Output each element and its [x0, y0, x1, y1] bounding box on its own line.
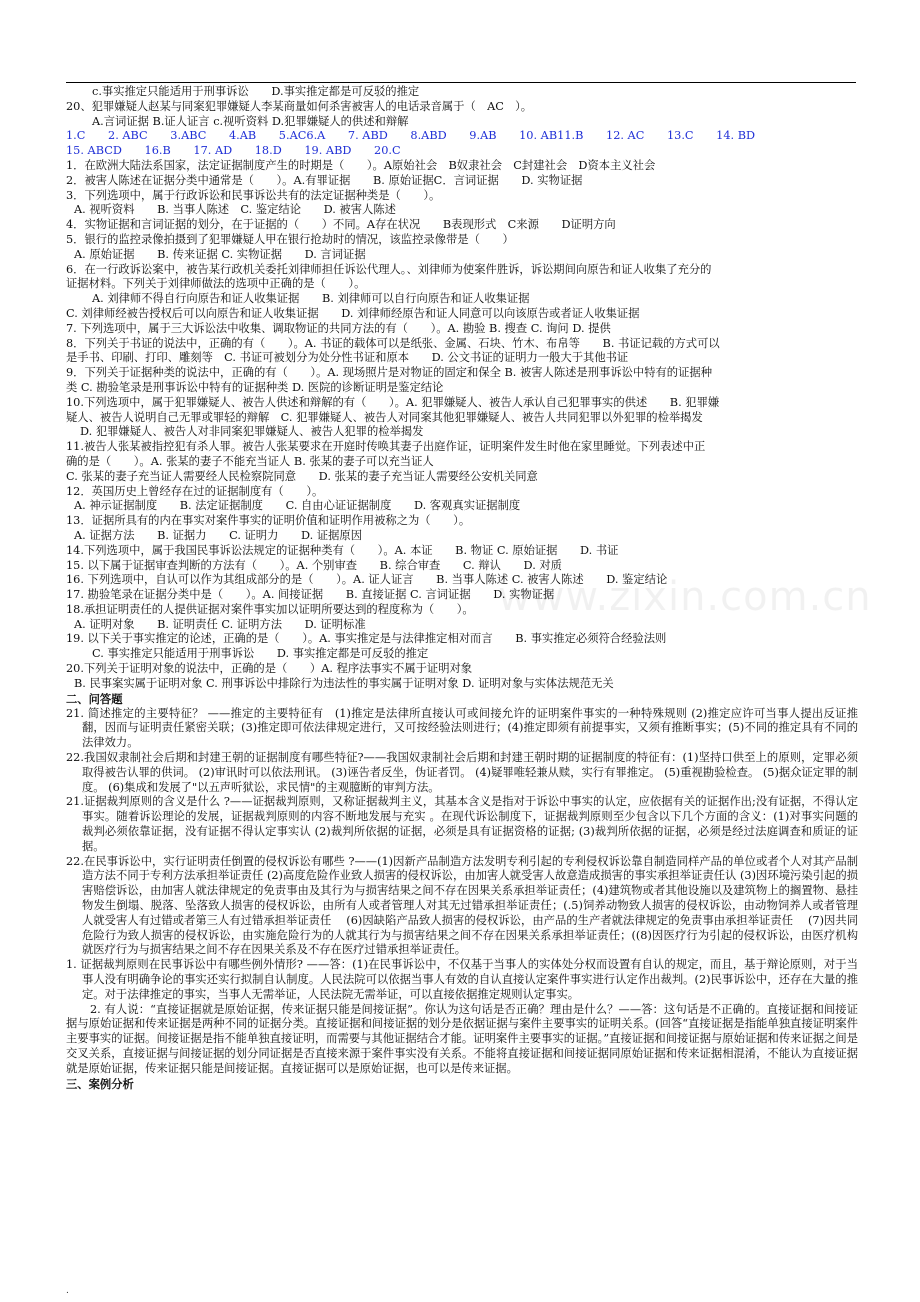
- answer-paragraph-2: 21.证据裁判原则的含义是什么 ?——证据裁判原则，又称证据裁判主义，其基本含义是指对于诉讼中事实的认定，应依据有关的证据作出;没有证据，不得认定事实。随着诉讼理论的发展，证据裁判原则的内容不断地发展与充实 。在现代诉讼制度下，证据裁判原则至少包含以下几个方面的含义：(1)对事实问题的裁判必须依靠证据，没有证据不得认定事实认 (2)裁判所依据的证据，必须是具有证据资格的证据; (3)裁判所依据的证据，必须是经过法庭调查和质证的证据。: [66, 795, 858, 853]
- text-line-3: 1.C 2. ABC 3.ABC 4.AB 5.AC6.A 7. ABD 8.ABD 9.AB 10. AB11.B 12. AC 13.C 14. BD: [66, 129, 756, 143]
- text-line-37: 19. 以下关于事实推定的论述，正确的是（ ）。A. 事实推定是与法律推定相对而言 B. 事实推定必须符合经验法则: [66, 632, 667, 646]
- text-line-36: A. 证明对象 B. 证明责任 C. 证明方法 D. 证明标准: [74, 617, 366, 631]
- text-line-20: 类 C. 勘验笔录是刑事诉讼中特有的证据种类 D. 医院的诊断证明是鉴定结论: [66, 380, 444, 394]
- text-line-6: 2．被害人陈述在证据分类中通常是（ ）。A.有罪证据 B. 原始证据C．言词证据 D. 实物证据: [66, 173, 583, 187]
- text-line-40: B. 民事案实属于证明对象 C. 刑事诉讼中排除行为违法性的事实属于证明对象 D. 证明对象与实体法规范无关: [74, 676, 614, 690]
- text-line-13: 证据材料。下列关于刘律师做法的选项中正确的是（ ）。: [66, 277, 366, 291]
- footer-dot: .: [66, 1286, 69, 1296]
- text-line-30: A. 证据方法 B. 证据力 C. 证明力 D. 证据原因: [74, 528, 363, 542]
- text-line-24: 11.被告人张某被指控犯有杀人罪。被告人张某要求在开庭时传唤其妻子出庭作证，证明案件发生时他在家里睡觉。下列表述中正: [66, 440, 706, 454]
- text-line-27: 12．英国历史上曾经存在过的证据制度有（ ）。: [66, 484, 324, 498]
- section-title-case: 三、案例分析: [66, 1076, 134, 1091]
- text-line-8: A. 视听资料 B. 当事人陈述 C. 鉴定结论 D. 被害人陈述: [74, 203, 396, 217]
- text-line-38: C. 事实推定只能适用于刑事诉讼 D. 事实推定都是可反驳的推定: [92, 647, 429, 661]
- text-line-21: 10.下列选项中，属于犯罪嫌疑人、被告人供述和辩解的有（ ）。A. 犯罪嫌疑人、被告人承认自己犯罪事实的供述 B. 犯罪嫌: [66, 395, 720, 409]
- text-line-19: 9．下列关于证据种类的说法中，正确的有（ ）。A. 现场照片是对物证的固定和保全 B. 被害人陈述是刑事诉讼中特有的证据种: [66, 366, 712, 380]
- text-line-33: 16. 下列选项中，自认可以作为其组成部分的是（ ）。A. 证人证言 B. 当事人陈述 C. 被害人陈述 D. 鉴定结论: [66, 573, 668, 587]
- text-line-26: C. 张某的妻子充当证人需要经人民检察院同意 D. 张某的妻子充当证人需要经公安机关同意: [66, 469, 538, 483]
- text-line-10: 5．银行的监控录像拍摄到了犯罪嫌疑人甲在银行抢劫时的情况，该监控录像带是（ ）: [66, 232, 514, 246]
- text-line-29: 13．证据所具有的内在事实对案件事实的证明价值和证明作用被称之为（ ）。: [66, 514, 471, 528]
- text-line-4: 15. ABCD 16.B 17. AD 18.D 19. ABD 20.C: [66, 144, 401, 158]
- text-line-12: 6．在一行政诉讼案中，被告某行政机关委托刘律师担任诉讼代理人。、刘律师为使案件胜诉，诉讼期间向原告和证人收集了充分的: [66, 262, 712, 276]
- text-line-11: A. 原始证据 B. 传来证据 C. 实物证据 D. 言词证据: [74, 247, 366, 261]
- text-line-14: A. 刘律师不得自行向原告和证人收集证据 B. 刘律师可以自行向原告和证人收集证据: [92, 292, 530, 306]
- text-line-17: 8．下列关于书证的说法中，正确的有（ ）。A. 书证的载体可以是纸张、金属、石块、竹木、布帛等 B. 书证记载的方式可以: [66, 336, 720, 350]
- text-line-2: A.言词证据 B.证人证言 c.视听资料 D.犯罪嫌疑人的供述和辩解: [92, 114, 409, 128]
- text-line-31: 14.下列选项中，属于我国民事诉讼法规定的证据种类有（ ）。A. 本证 B. 物证 C. 原始证据 D. 书证: [66, 543, 619, 557]
- text-line-16: 7. 下列选项中，属于三大诉讼法中收集、调取物证的共同方法的有（ ）。A. 勘验 B. 搜查 C. 询问 D. 提供: [66, 321, 611, 335]
- text-line-25: 确的是（ ）。A. 张某的妻子不能充当证人 B. 张某的妻子可以充当证人: [66, 454, 434, 468]
- section-title-qa: 二、问答题: [66, 691, 123, 706]
- text-line-5: 1．在欧洲大陆法系国家，法定证据制度产生的时期是（ ）。A原始社会 B奴隶社会 C封建社会 D资本主义社会: [66, 158, 656, 172]
- text-line-35: 18.承担证明责任的人提供证据对案件事实加以证明所要达到的程度称为（ ）。: [66, 602, 474, 616]
- answer-paragraph-1: 22.我国奴隶制社会后期和封建王朝的证据制度有哪些特征?——我国奴隶制社会后期和封建王朝时期的证据制度的特征有：(1)坚持口供至上的原则，定罪必须取得被告认罪的供词。 (2)审讯时可以依法刑讯。 (3)诬告者反坐，伪证者罚。 (4)疑罪唯轻兼从赎，实行有罪推定。 (5)重视勘验检查。 (5)据众证定罪的制度。 (6)集成和发展了"以五声听狱讼，求民情"的主观臆断的审判方法。: [66, 751, 858, 794]
- text-line-7: 3．下列选项中，属于行政诉讼和民事诉讼共有的法定证据种类是（ ）。: [66, 188, 441, 202]
- header-rule: [66, 82, 856, 83]
- text-line-34: 17. 勘验笔录在证据分类中是（ ）。A. 间接证据 B. 直接证据 C. 言词证据 D. 实物证据: [66, 588, 555, 602]
- text-line-0: c.事实推定只能适用于刑事诉讼 D.事实推定都是可反驳的推定: [92, 85, 420, 98]
- text-line-23: D. 犯罪嫌疑人、被告人对非同案犯罪嫌疑人、被告人犯罪的检举揭发: [80, 425, 424, 439]
- text-line-22: 疑人、被告人说明自己无罪或罪轻的辩解 C. 犯罪嫌疑人、被告人对同案其他犯罪嫌疑人、被告人共同犯罪以外犯罪的检举揭发: [66, 410, 703, 424]
- text-line-1: 20、犯罪嫌疑人赵某与同案犯罪嫌疑人李某商量如何杀害被害人的电话录音属于（ AC ）。: [66, 99, 533, 113]
- text-line-15: C. 刘律师经被告授权后可以向原告和证人收集证据 D. 刘律师经原告和证人同意可以向该原告或者证人收集证据: [66, 306, 640, 320]
- text-line-9: 4．实物证据和言词证据的划分，在于证据的（ ）不同。A存在状况 B表现形式 C来源 D证明方向: [66, 218, 616, 232]
- text-line-39: 20.下列关于证明对象的说法中，正确的是（ ）A. 程序法事实不属于证明对象: [66, 662, 473, 676]
- text-line-32: 15. 以下属于证据审查判断的方法有（ ）。A. 个别审查 B. 综合审查 C. 辩认 D. 对质: [66, 558, 562, 572]
- qa-section: [66, 707, 858, 1077]
- answer-paragraph-4: 1. 证据裁判原则在民事诉讼中有哪些例外情形? ——答：(1)在民事诉讼中，不仅基于当事人的实体处分权而设置有自认的规定，而且，基于辩论原则，对于当事人没有明确争论的事实还实行拟制自认制度。人民法院可以依据当事人有效的自认直接认定案件事实进行认定作出裁判。(2)民事诉讼中，还存在大量的推定。对于法律推定的事实，当事人无需举证，人民法院无需举证，可以直接依据推定规则认定事实。: [66, 958, 858, 1001]
- watermark: www.zixin.com.cn: [498, 574, 872, 620]
- text-line-28: A. 神示证据制度 B. 法定证据制度 C. 自由心证证据制度 D. 客观真实证据制度: [74, 499, 521, 513]
- answer-paragraph-5: 2. 有人说：“直接证据就是原始证据，传来证据只能是间接证据”。你认为这句话是否正确？理由是什么？——答：这句话是不正确的。直接证据和间接证据与原始证据和传来证据是两种不同的证据分类。直接证据和间接证据的划分是依据证据与案件主要事实的证明关系。(回答“直接证据是指能单独直接证明案件主要事实的证据。间接证据是指不能单独直接证明，而需要与其他证据结合才能。证明案件主要事实的证据。”直接证据和间接证据与原始证据和传来证据之间是交叉关系，直接证据与间接证据的划分同证据是否直接来源于案件事实没有关系。不能将直接证据和间接证据同原始证据和传来证据相混淆，不能认为直接证据就是原始证据，传来证据只能是间接证据。直接证据可以是原始证据，也可以是传来证据。: [66, 1002, 858, 1075]
- text-line-18: 是手书、印刷、打印、雕刻等 C. 书证可被划分为处分性书证和原本 D. 公文书证的证明力一般大于其他书证: [66, 351, 629, 365]
- answer-paragraph-3: 22.在民事诉讼中，实行证明责任倒置的侵权诉讼有哪些 ?——(1)因新产品制造方法发明专利引起的专利侵权诉讼靠自制造同样产品的单位或者个人对其产品制造方法不同于专利方法承担举证责任 (2)高度危险作业致人损害的侵权诉讼，由加害人就受害人故意造成损害的事实承担举证责任认 (3)因环境污染引起的损害赔偿诉讼，由加害人就法律规定的免责事由及其行为与损害结果之间不存在因果关系承担举证责任；(4)建筑物或者其他设施以及建筑物上的搁置物、悬挂物发生倒塌、脱落、坠落致人损害的侵权诉讼，由所有人或者管理人对其无过错承担举证责任；(.5)饲养动物致人损害的侵权诉讼，由动物饲养人或者管理人就受害人有过错或者第三人有过错承担举证责任 (6)因缺陷产品致人损害的侵权诉讼，由产品的生产者就法律规定的免责事由承担举证责任 (7)因共同危险行为致人损害的侵权诉讼，由实施危险行为的人就其行为与损害结果之间不存在因果关系承担举证责任；((8)因医疗行为引起的侵权诉讼，由医疗机构就医疗行为与损害结果之间不存在因果关系及不存在医疗过错承担举证责任。: [66, 854, 858, 957]
- answer-paragraph-0: 21. 简述推定的主要特征？ ——推定的主要特征有 (1)推定是法律所直接认可或间接允许的证明案件事实的一种特殊规则 (2)推定应许可当事人提出反证推翻，因而与证明责任紧密关联；(3)推定即可依法律规定进行，又可按经验法则进行；(4)推定即须有前提事实，又须有推断事实；(5)不同的推定具有不同的法律效力。: [66, 706, 858, 750]
